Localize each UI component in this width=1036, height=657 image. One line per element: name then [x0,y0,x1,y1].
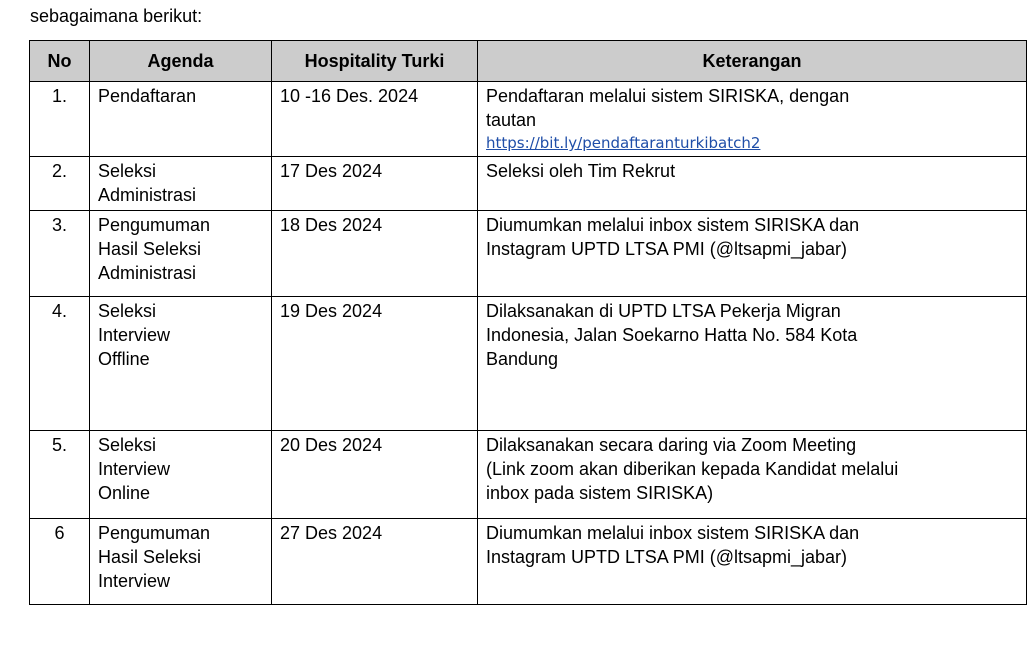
agenda-line: Pengumuman [98,215,211,235]
agenda-line: Interview [98,571,171,591]
row-number: 2. [30,157,90,211]
agenda-line: Pendaftaran [98,86,197,106]
keterangan-line: Diumumkan melalui inbox sistem SIRISKA dan [486,215,860,235]
row-number: 5. [30,431,90,519]
keterangan-line: tautan [486,110,537,130]
keterangan-cell [478,297,1027,431]
header-hospitality-turki: Hospitality Turki [272,41,478,82]
keterangan-line: Pendaftaran melalui sistem SIRISKA, dengan [486,86,850,106]
date-cell: 19 Des 2024 [272,297,478,431]
keterangan-line: Instagram UPTD LTSA PMI (@ltsapmi_jabar) [486,239,848,259]
header-keterangan: Keterangan [478,41,1027,82]
registration-link[interactable]: https://bit.ly/pendaftaranturkibatch2 [486,134,761,152]
agenda-cell [90,82,272,157]
date-cell: 20 Des 2024 [272,431,478,519]
agenda-line: Seleksi [98,301,157,321]
date-cell: 27 Des 2024 [272,519,478,605]
row-number: 1. [30,82,90,157]
date-cell: 17 Des 2024 [272,157,478,211]
keterangan-line: Seleksi oleh Tim Rekrut [486,161,676,181]
row-number: 3. [30,211,90,297]
header-no: No [30,41,90,82]
agenda-cell [90,211,272,297]
keterangan-cell [478,82,1027,157]
agenda-line: Administrasi [98,185,197,205]
row-number: 4. [30,297,90,431]
keterangan-line: Bandung [486,349,559,369]
agenda-line: Seleksi [98,161,157,181]
keterangan-cell [478,431,1027,519]
agenda-line: Hasil Seleksi [98,239,202,259]
keterangan-cell [478,157,1027,211]
row-number: 6 [30,519,90,605]
agenda-line: Administrasi [98,263,197,283]
table-header-row [30,41,1027,82]
agenda-line: Interview [98,459,171,479]
agenda-line: Interview [98,325,171,345]
agenda-line: Pengumuman [98,523,211,543]
table-row [30,211,1027,297]
intro-text: sebagaimana berikut: [30,6,203,26]
table-row [30,297,1027,431]
agenda-line: Online [98,483,151,503]
table-row [30,519,1027,605]
agenda-cell [90,297,272,431]
agenda-line: Seleksi [98,435,157,455]
keterangan-line: Dilaksanakan secara daring via Zoom Meeting [486,435,857,455]
table-row [30,157,1027,211]
keterangan-cell [478,519,1027,605]
header-agenda: Agenda [90,41,272,82]
agenda-cell [90,519,272,605]
keterangan-line: Indonesia, Jalan Soekarno Hatta No. 584 Kota [486,325,858,345]
date-cell: 10 -16 Des. 2024 [272,82,478,157]
agenda-line: Offline [98,349,150,369]
agenda-cell [90,431,272,519]
agenda-table [29,40,1027,605]
keterangan-cell [478,211,1027,297]
table-row [30,82,1027,157]
keterangan-line: Dilaksanakan di UPTD LTSA Pekerja Migran [486,301,841,321]
agenda-line: Hasil Seleksi [98,547,202,567]
agenda-cell [90,157,272,211]
table-row [30,431,1027,519]
keterangan-line: Instagram UPTD LTSA PMI (@ltsapmi_jabar) [486,547,848,567]
keterangan-line: Diumumkan melalui inbox sistem SIRISKA dan [486,523,860,543]
keterangan-line: (Link zoom akan diberikan kepada Kandidat melalui [486,459,899,479]
date-cell: 18 Des 2024 [272,211,478,297]
keterangan-line: inbox pada sistem SIRISKA) [486,483,714,503]
